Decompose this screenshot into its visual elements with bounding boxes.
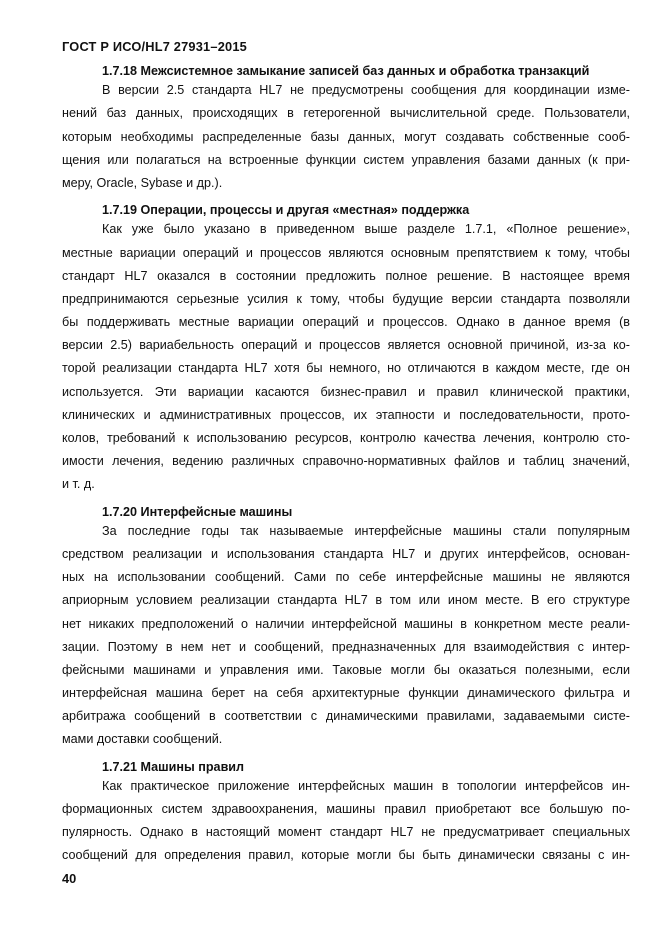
section-body-1-7-21 <box>62 779 630 872</box>
section-body-1-7-18 <box>62 83 630 199</box>
text-line: нет никаких предположений о наличии интерфейсной машины в конкретном месте реали- <box>62 616 630 631</box>
text-line: мами доставки сообщений. <box>62 732 223 747</box>
text-line: бы поддерживать местные вариации операций и процессов. Однако в данное время (в <box>62 315 630 330</box>
text-line: пулярность. Однако в настоящий момент стандарт HL7 не предусматривает специальных <box>62 825 630 840</box>
section-title-1-7-21: 1.7.21 Машины правил <box>102 759 245 774</box>
text-line: ных на использовании сообщений. Сами по себе интерфейсные машины не являются <box>62 570 630 585</box>
section-body-1-7-20 <box>62 524 630 756</box>
text-line: априорным условием реализации стандарта HL7 в том или ином месте. В его структуре <box>62 593 630 608</box>
text-line: За последние годы так называемые интерфейсные машины стали популярным <box>102 523 630 538</box>
text-line: имости лечения, ведению различных справочно-нормативных файлов и таблиц значений, <box>62 454 630 469</box>
text-line: колов, требований к использованию ресурсов, контролю качества лечения, контролю сто- <box>62 431 630 445</box>
text-line: фейсными машинами и управления ими. Таковые могли бы оказаться полезными, если <box>62 662 630 677</box>
text-line: которым необходимы распределенные базы данных, могут создавать собственные сооб- <box>62 129 630 144</box>
text-line: формационных систем здравоохранения, машины правил приобретают все большую по- <box>62 802 630 816</box>
document-body <box>62 60 630 872</box>
text-line: нений баз данных, происходящих в гетерогенной вычислительной среде. Пользователи, <box>62 106 630 121</box>
text-line: клинических и административных процессов, их этапности и последовательности, прото- <box>62 407 630 422</box>
text-line: интерфейсная машина берет на себя архитектурные функции динамического фильтра и <box>62 686 630 701</box>
section-body-1-7-19 <box>62 222 630 500</box>
text-line: щения или полагаться на встроенные функции систем управления базами данных (к при- <box>62 152 630 167</box>
text-line: Как уже было указано в приведенном выше разделе 1.7.1, «Полное решение», <box>102 222 630 237</box>
text-line: и т. д. <box>62 477 95 492</box>
text-line: Как практическое приложение интерфейсных машин в топологии интерфейсов ин- <box>102 778 630 793</box>
text-line: версии 2.5) вариабельность операций и процессов является основной причиной, из-за ко- <box>62 338 630 353</box>
text-line: меру, Oracle, Sybase и др.). <box>62 175 223 190</box>
section-title-1-7-19: 1.7.19 Операции, процессы и другая «местная» поддержка <box>102 203 470 218</box>
text-line: торой реализации стандарта HL7 хотя бы немного, но отличаются в каждом месте, где он <box>62 361 630 376</box>
section-title-1-7-18: 1.7.18 Межсистемное замыкание записей баз данных и обработка транзакций <box>102 64 590 78</box>
text-line: предпринимаются серьезные усилия к тому, чтобы будущие версии стандарта позволяли <box>62 291 630 306</box>
text-line: сообщений для определения правил, которые могли бы быть динамически связаны с ин- <box>62 848 630 863</box>
text-line: зации. Поэтому в нем нет и сообщений, предназначенных для взаимодействия с интер- <box>62 639 630 654</box>
text-line: местные вариации операций и процессов являются основным препятствием к тому, чтобы <box>62 245 630 260</box>
page-number: 40 <box>62 871 77 886</box>
text-line: В версии 2.5 стандарта HL7 не предусмотрены сообщения для координации изме- <box>102 83 630 98</box>
document-header: ГОСТ Р ИСО/HL7 27931–2015 <box>62 39 247 54</box>
text-line: арбитража сообщений в соответствии с динамическими правилами, задаваемыми систе- <box>62 709 630 724</box>
text-line: стандарт HL7 оказался в состоянии предложить полное решение. В настоящее время <box>62 268 630 283</box>
section-title-1-7-20: 1.7.20 Интерфейсные машины <box>102 504 293 519</box>
text-line: средством реализации и использования стандарта HL7 и других интерфейсов, основан- <box>62 546 630 561</box>
text-line: используется. Эти вариации касаются бизнес-правил и правил клинической практики, <box>62 384 630 399</box>
